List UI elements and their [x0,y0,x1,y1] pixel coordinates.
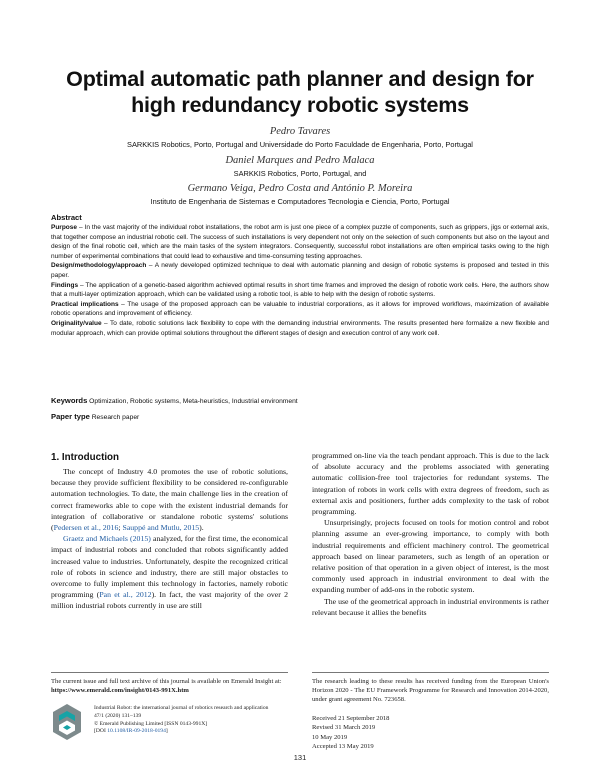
originality-text: – To date, robotic solutions lack flexibility to cope with the demanding industrial environments. The results presented here formalize a new flexible and modular approach, which can provide optimal solutions throughout the different stages of design and execution control of any work cell. [51,319,549,337]
journal-volume: 47/1 (2020) 131–139 [94,712,142,719]
doi-link[interactable]: 10.1108/IR-09-2018-0194 [107,728,166,735]
keywords-label: Keywords [51,396,88,405]
publisher-issn: © Emerald Publishing Limited [ISSN 0143-991X] [94,720,208,727]
date-revised: Revised 31 March 2019 [312,724,376,732]
abstract-findings [51,281,549,300]
design-label: Design/methodology/approach [51,262,147,270]
findings-label: Findings [51,281,79,289]
intro-right-paragraph-3: The use of the geometrical approach in industrial environments is rather relevant because it allies the benefits [312,596,549,617]
findings-text: – The application of a genetic-based algorithm achieved optimal results in short time frames and improved the design of robotic work cells. Here, the authors show that a multi-layer optimization approach, which can be validated using a robotic tool, is able to help with the design of robotic systems. [51,281,549,299]
date-revised-2: 10 May 2019 [312,733,348,741]
date-received: Received 21 September 2018 [312,715,390,722]
abstract-heading: Abstract [51,213,82,222]
citation-link[interactable]: Sauppé and Mutlu, 2015 [122,523,200,533]
funding-note: The research leading to these results has received funding from the European Union's Horizon 2020 - The EU Framework Programme for Research and Innovation 2014-2020, under grant agreement No. 723658. [312,678,549,703]
paper-type [51,412,549,423]
intro-paragraph-2 [51,533,288,611]
doi-prefix: [DOI [94,728,108,735]
journal-archive-note [51,677,288,695]
intro-right-paragraph-1: programmed on-line via the teach pendant approach. This is due to the lack of absolute accuracy and the problems associated with generating automatic collision-free tool trajectories for redundant systems. The integration of robots in work cells with extra degrees of freedom, such as external axis and positioners, further adds complexity to the task of robot programming. [312,451,549,517]
intro-paragraph-1 [51,466,288,533]
practical-text: – The usage of the proposed approach can be valuable to industrial corporations, as it allows for improved workflows, maximization of available robotic operations and improvement of efficiency. [51,300,549,318]
intro-right-column [312,450,549,618]
date-accepted: Accepted 13 May 2019 [312,743,374,751]
keywords [51,396,549,407]
author-group-2: Daniel Marques and Pedro Malaca [225,155,375,166]
abstract-design [51,261,549,280]
journal-name: Industrial Robot: the international journal of robotics research and application [94,705,269,711]
citation-link[interactable]: Pan et al., 2012 [99,590,152,600]
page-number: 131 [293,753,307,762]
footnote-rule-left [51,672,288,673]
intro-p2-end: ). In fact, the vast majority of the over 2 million industrial robots currently in use are still [51,590,288,611]
doi-suffix: ] [165,728,168,735]
archive-url-link[interactable]: https://www.emerald.com/insight/0143-991X.htm [51,687,189,694]
purpose-text: – In the vast majority of the individual robot installations, the robot arm is just one piece of a complex puzzle of components, such as grippers, jigs or external axis, that together compose an industrial robotic cell. The success of such installations is very dependent not only on the selection of such components but also on the layout and design of the final robotic cell, which are the main tasks of the system integrators. Consequently, successful robot installations are often empirical tasks owing to the high number of experimental combinations that could lead to exhaustive and time-consuming testing approaches. [51,224,549,260]
footnote-rule-right [312,672,549,673]
title-line-2: high redundancy robotic systems [131,93,469,117]
paper-type-label: Paper type [51,412,90,421]
citation-link[interactable]: Graetz and Michaels (2015) [63,534,151,544]
intro-p1-text: The concept of Industry 4.0 promotes the use of robotic solutions, because they provide sufficient flexibility to be considered re-configurable automation technologies. To date, the main challenge lies in the creation of correct frameworks able to cope with the existent industrial demands for integration of collaborative or standalone robotic systems' solutions ( [51,467,288,533]
emerald-logo [52,703,82,741]
publication-info [94,705,289,736]
purpose-label: Purpose [51,224,78,231]
affiliation-1: SARKKIS Robotics, Porto, Portugal and Universidade do Porto Faculdade de Engenharia, Porto, Portugal [127,140,473,149]
section-heading-introduction: 1. Introduction [51,452,120,463]
originality-label: Originality/value [51,319,102,327]
abstract-originality [51,319,549,338]
doi-line [94,728,289,736]
archive-text: The current issue and full text archive of this journal is available on Emerald Insight at: [51,678,282,685]
abstract [51,212,549,338]
citation-link[interactable]: Pedersen et al., 2016 [53,523,119,533]
title-line-1: Optimal automatic path planner and design for [66,67,534,91]
article-dates [312,714,549,752]
author-group-3: Germano Veiga, Pedro Costa and António P. Moreira [187,183,413,194]
affiliation-2: SARKKIS Robotics, Porto, Portugal, and [233,169,367,178]
paper-title [30,66,570,118]
intro-p2-text: analyzed, for the first time, the economical impact of industrial robots and concluded that robots significantly added increased value to industries. Unfortunately, despite the recognized critical role of robots in science and industry, there are still major obstacles to overcome to fully implement this technology in factories, namely robotic programming ( [51,534,289,600]
paper-type-text: Research paper [89,414,140,421]
abstract-purpose [51,223,549,261]
keywords-text: Optimization, Robotic systems, Meta-heuristics, Industrial environment [87,398,298,405]
intro-left-column [51,466,288,612]
abstract-practical [51,300,549,319]
author-group-1: Pedro Tavares [269,126,331,137]
practical-label: Practical implications [51,300,119,308]
citation-separator: ; [118,523,123,533]
affiliation-3: Instituto de Engenharia de Sistemas e Computadores Tecnologia e Ciencia, Porto, Portugal [150,197,450,206]
design-text: – A newly developed optimized technique to deal with automatic planning and design of robotic systems is proposed and tested in this paper. [51,262,549,279]
intro-right-paragraph-2: Unsurprisingly, projects focused on tools for motion control and robot planning assume an ever-growing importance, to comply with both industrial requirements and efficient machinery control. The geometrical approach based on linear parameters, such as length of an operation or relative position of that operation in a given object of interest, is the most commonly used approach in industrial environment to deal with the expanding number of add-ons in the robotic system. [312,518,549,595]
intro-p1-end: ). [199,523,204,533]
